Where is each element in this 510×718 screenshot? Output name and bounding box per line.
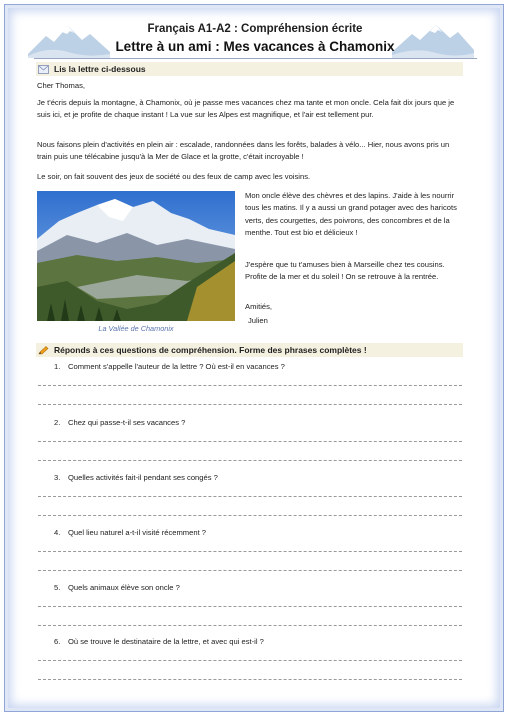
question-number: 3. — [54, 473, 61, 482]
worksheet-header — [0, 23, 510, 54]
answer-line[interactable] — [38, 441, 462, 442]
answer-line[interactable] — [38, 625, 462, 626]
answer-line[interactable] — [38, 606, 462, 607]
answer-line[interactable] — [38, 679, 462, 680]
question-text: Quelles activités fait-il pendant ses congés ? — [68, 473, 218, 482]
answer-line[interactable] — [38, 551, 462, 552]
question-text: Où se trouve le destinataire de la lettre, et avec qui est-il ? — [68, 637, 264, 646]
chamonix-valley-photo — [37, 191, 235, 321]
question-3 — [54, 473, 218, 482]
letter-paragraph-1: Je t'écris depuis la montagne, à Chamonix, où je passe mes vacances chez ma tante et mon oncle. Cela fait dix jours que je suis ici, et je profite de chaque instant ! La vue sur les Alpes est magnifique, et l'air est tellement pur. — [37, 98, 455, 120]
section-read-label: Lis la lettre ci-dessous — [54, 64, 146, 74]
answer-line[interactable] — [38, 570, 462, 571]
question-1 — [54, 362, 285, 371]
letter-greeting: Cher Thomas, — [37, 81, 85, 90]
question-2 — [54, 418, 185, 427]
answer-line[interactable] — [38, 385, 462, 386]
letter-signature: Julien — [248, 316, 268, 325]
letter-closing: Amitiés, — [245, 302, 273, 311]
letter-paragraph-3: Le soir, on fait souvent des jeux de société ou des feux de camp avec les voisins. — [37, 172, 311, 181]
question-number: 2. — [54, 418, 61, 427]
section-questions-bar — [36, 343, 463, 357]
worksheet-title: Lettre à un ami : Mes vacances à Chamonix — [115, 39, 395, 54]
answer-line[interactable] — [38, 496, 462, 497]
question-5 — [54, 583, 180, 592]
question-number: 6. — [54, 637, 61, 646]
question-number: 1. — [54, 362, 61, 371]
photo-caption: La Vallée de Chamonix — [98, 324, 174, 333]
question-number: 5. — [54, 583, 61, 592]
question-text: Comment s'appelle l'auteur de la lettre ? Où est-il en vacances ? — [68, 362, 285, 371]
question-4 — [54, 528, 206, 537]
header-divider — [34, 58, 477, 59]
letter-paragraph-2: Nous faisons plein d'activités en plein air : escalade, randonnées dans les forêts, balades à vélo... Hier, nous avons pris un train puis une télécabine jusqu'à la Mer de Glace et la grotte, c'était incroyable ! — [37, 140, 450, 162]
question-6 — [54, 637, 264, 646]
answer-line[interactable] — [38, 460, 462, 461]
envelope-icon — [38, 65, 49, 74]
letter-paragraph-5: J'espère que tu t'amuses bien à Marseille chez tes cousins. Profite de la mer et du soleil ! On se retrouve à la rentrée. — [245, 260, 445, 282]
answer-line[interactable] — [38, 404, 462, 405]
question-text: Chez qui passe-t-il ses vacances ? — [68, 418, 186, 427]
worksheet-subtitle: Français A1-A2 : Compréhension écrite — [147, 23, 363, 35]
question-number: 4. — [54, 528, 61, 537]
section-read-bar — [36, 62, 463, 76]
question-text: Quel lieu naturel a-t-il visité récemment ? — [68, 528, 207, 537]
answer-line[interactable] — [38, 515, 462, 516]
answer-line[interactable] — [38, 660, 462, 661]
question-text: Quels animaux élève son oncle ? — [68, 583, 180, 592]
section-questions-label: Réponds à ces questions de compréhension. Forme des phrases complètes ! — [54, 345, 367, 355]
letter-paragraph-4: Mon oncle élève des chèvres et des lapins. J'aide à les nourrir tous les matins. Il y a aussi un grand potager avec des haricots verts, des courgettes, des poivrons, des concombres et de la menthe. Tout est bio et délicieux ! — [245, 191, 457, 238]
pencil-icon — [38, 346, 49, 355]
